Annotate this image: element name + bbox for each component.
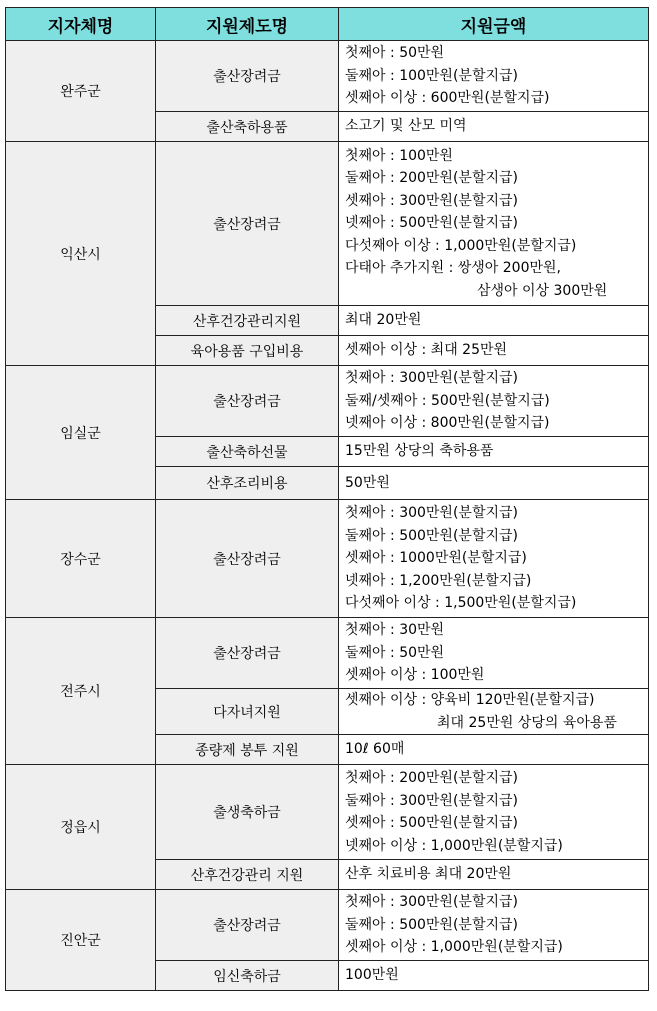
- amount-line: 셋째아 이상 : 1,000만원(분할지급): [345, 939, 563, 956]
- header-program: 지원제도명: [156, 8, 339, 41]
- program-cell: 출산축하선물: [156, 437, 339, 467]
- amount-cell: [339, 860, 649, 890]
- table-row: [6, 142, 649, 306]
- amount-line: 첫째아 : 300만원(분할지급): [345, 505, 518, 522]
- program-cell: 육아용품 구입비용: [156, 336, 339, 366]
- program-cell: 산후건강관리지원: [156, 306, 339, 336]
- program-cell: 출산장려금: [156, 618, 339, 689]
- amount-line: 첫째아 : 300만원(분할지급): [345, 370, 518, 387]
- program-cell: 산후건강관리 지원: [156, 860, 339, 890]
- amount-line: 최대 20만원: [345, 312, 422, 329]
- amount-line: 첫째아 : 200만원(분할지급): [345, 770, 518, 786]
- amount-line: 둘째아 : 500만원(분할지급): [345, 527, 518, 544]
- amount-cell: [339, 366, 649, 437]
- amount-cell: [339, 765, 649, 860]
- program-cell: 종량제 봉투 지원: [156, 735, 339, 765]
- amount-line: 셋째아 : 1000만원(분할지급): [345, 550, 527, 567]
- program-cell: 출산장려금: [156, 890, 339, 961]
- amount-line: 둘째아 : 100만원(분할지급): [345, 67, 518, 84]
- amount-line: 셋째아 이상 : 양육비 120만원(분할지급): [345, 692, 595, 708]
- table-row: [6, 41, 649, 112]
- amount-line: 넷째아 : 500만원(분할지급): [345, 215, 518, 232]
- program-cell: 출생축하금: [156, 765, 339, 860]
- region-cell: 정읍시: [6, 765, 156, 890]
- amount-line: 넷째아 : 1,200만원(분할지급): [345, 572, 532, 589]
- program-cell: 임신축하금: [156, 961, 339, 991]
- amount-cell: [339, 890, 649, 961]
- amount-line: 첫째아 : 50만원: [345, 45, 445, 62]
- program-cell: 산후조리비용: [156, 467, 339, 500]
- amount-line: 둘째/셋째아 : 500만원(분할지급): [345, 392, 550, 409]
- region-cell: 전주시: [6, 618, 156, 765]
- region-cell: 임실군: [6, 366, 156, 500]
- birth-support-table: [5, 7, 649, 991]
- amount-cell: [339, 142, 649, 306]
- support-table-container: [5, 7, 649, 991]
- amount-line: 첫째아 : 100만원: [345, 147, 453, 164]
- amount-cell: [339, 500, 649, 618]
- amount-cell: [339, 689, 649, 735]
- table-row: [6, 366, 649, 437]
- amount-line: 삼생아 이상 300만원: [477, 282, 608, 299]
- program-cell: 출산장려금: [156, 142, 339, 306]
- amount-line: 셋째아 이상 : 100만원: [345, 667, 485, 684]
- table-row: [6, 618, 649, 689]
- amount-line: 첫째아 : 30만원: [345, 622, 445, 639]
- amount-line: 둘째아 : 500만원(분할지급): [345, 916, 518, 933]
- amount-line: 셋째아 이상 : 최대 25만원: [345, 342, 508, 359]
- amount-cell: [339, 618, 649, 689]
- header-amount: 지원금액: [339, 8, 649, 41]
- program-cell: 다자녀지원: [156, 689, 339, 735]
- header-region: 지자체명: [6, 8, 156, 41]
- amount-line: 둘째아 : 200만원(분할지급): [345, 170, 518, 187]
- amount-line: 15만원 상당의 축하용품: [345, 443, 494, 460]
- table-row: [6, 765, 649, 860]
- amount-line: 산후 치료비용 최대 20만원: [345, 866, 512, 883]
- amount-cell: [339, 961, 649, 991]
- amount-line: 50만원: [345, 474, 390, 491]
- region-cell: 완주군: [6, 41, 156, 142]
- amount-line: 다태아 추가지원 : 쌍생아 200만원,: [345, 260, 561, 277]
- program-cell: 출산장려금: [156, 41, 339, 112]
- amount-line: 다섯째아 이상 : 1,500만원(분할지급): [345, 595, 577, 612]
- table-row: [6, 500, 649, 618]
- program-cell: 출산장려금: [156, 500, 339, 618]
- amount-line: 다섯째아 이상 : 1,000만원(분할지급): [345, 237, 577, 254]
- program-cell: 출산장려금: [156, 366, 339, 437]
- amount-line: 100만원: [345, 967, 399, 984]
- amount-line: 넷째아 이상 : 1,000만원(분할지급): [345, 837, 563, 854]
- program-cell: 출산축하용품: [156, 112, 339, 142]
- table-row: [6, 890, 649, 961]
- amount-line: 넷째아 이상 : 800만원(분할지급): [345, 415, 550, 432]
- amount-line: 첫째아 : 300만원(분할지급): [345, 894, 518, 911]
- amount-line: 둘째아 : 300만원(분할지급): [345, 792, 518, 809]
- amount-line: 10ℓ 60매: [345, 741, 405, 758]
- table-header-row: [6, 8, 649, 41]
- amount-line: 둘째아 : 50만원: [345, 644, 445, 661]
- table-body: [6, 41, 649, 991]
- amount-line: 최대 25만원 상당의 육아용품: [437, 714, 617, 731]
- amount-cell: [339, 112, 649, 142]
- amount-line: 셋째아 이상 : 600만원(분할지급): [345, 90, 550, 107]
- amount-cell: [339, 467, 649, 500]
- amount-cell: [339, 41, 649, 112]
- amount-line: 셋째아 : 500만원(분할지급): [345, 815, 518, 831]
- amount-cell: [339, 336, 649, 366]
- amount-cell: [339, 735, 649, 765]
- amount-line: 셋째아 : 300만원(분할지급): [345, 192, 518, 209]
- region-cell: 익산시: [6, 142, 156, 366]
- amount-line: 소고기 및 산모 미역: [345, 118, 467, 135]
- region-cell: 진안군: [6, 890, 156, 991]
- region-cell: 장수군: [6, 500, 156, 618]
- amount-cell: [339, 437, 649, 467]
- amount-cell: [339, 306, 649, 336]
